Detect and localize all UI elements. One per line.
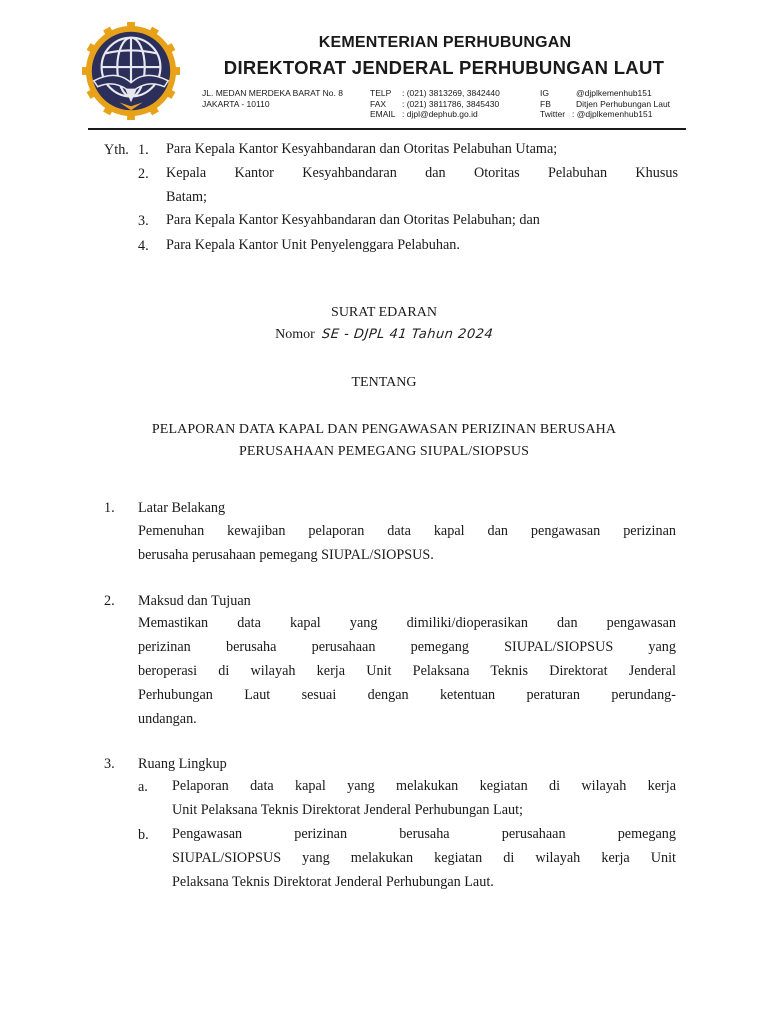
addressee-number: 3. [138, 213, 149, 229]
ig-label: IG [540, 88, 549, 98]
tentang-heading: TENTANG [351, 375, 417, 390]
section-number: 1. [104, 500, 115, 516]
addressee-number: 1. [138, 142, 149, 158]
office-address [202, 88, 343, 109]
twitter-value: : @djplkemenhub151 [572, 109, 653, 119]
contact-labels [370, 88, 396, 120]
section-title: Ruang Lingkup [138, 756, 227, 772]
body-line: Pelaksana Teknis Direktorat Jenderal Perhubungan Laut. [172, 874, 494, 890]
document-type: SURAT EDARAN [331, 305, 437, 320]
directorate-name: DIREKTORAT JENDERAL PERHUBUNGAN LAUT [223, 57, 665, 78]
document-number [0, 327, 768, 343]
twitter-label: Twitter [540, 109, 566, 119]
email-value: : djpl@dephub.go.id [402, 109, 478, 119]
ministry-emblem-icon [82, 22, 180, 120]
telp-label: TELP [370, 88, 392, 98]
address-line: JAKARTA - 10110 [202, 98, 270, 109]
body-line: berusaha perusahaan pemegang SIUPAL/SIOPSUS. [138, 547, 434, 563]
scope-letter: a. [138, 779, 148, 795]
addressee-text: Para Kepala Kantor Kesyahbandaran dan Otoritas Pelabuhan Utama; [166, 141, 558, 157]
ministry-name: KEMENTERIAN PERHUBUNGAN [318, 34, 572, 51]
email-label: EMAIL [370, 109, 396, 119]
body-line: Pengawasan perizinan berusaha perusahaan pemegang [172, 826, 676, 842]
contact-values [402, 88, 500, 120]
social-values [572, 88, 671, 120]
section-body [138, 611, 676, 731]
letterhead-divider [88, 128, 686, 130]
addressee-text: Para Kepala Kantor Unit Penyelenggara Pelabuhan. [166, 237, 460, 253]
addressee-text: Batam; [166, 189, 207, 205]
fb-label: FB [540, 98, 551, 109]
ig-value: @djplkemenhub151 [576, 88, 652, 98]
fax-label: FAX [370, 98, 387, 109]
body-line: Unit Pelaksana Teknis Direktorat Jenderal Perhubungan Laut; [172, 802, 523, 818]
addressee-text: Kepala Kantor Kesyahbandaran dan Otoritas Pelabuhan Khusus [166, 165, 678, 181]
addressee-number: 2. [138, 166, 149, 182]
fb-value: Ditjen Perhubungan Laut [576, 98, 671, 109]
body-line: beroperasi di wilayah kerja Unit Pelaksana Teknis Direktorat Jenderal [138, 663, 676, 679]
section-number: 2. [104, 593, 115, 609]
body-line: SIUPAL/SIOPSUS yang melakukan kegiatan di wilayah kerja Unit [172, 850, 676, 866]
scope-letter: b. [138, 827, 149, 843]
section-number: 3. [104, 756, 115, 772]
telp-value: : (021) 3813269, 3842440 [402, 88, 500, 98]
subject-line: PELAPORAN DATA KAPAL DAN PENGAWASAN PERIZINAN BERUSAHA [151, 422, 617, 437]
scope-text [172, 774, 676, 822]
scope-text [172, 822, 676, 894]
nomor-label: Nomor [275, 327, 315, 342]
section-title: Maksud dan Tujuan [138, 593, 251, 609]
section-body [138, 519, 676, 567]
body-line: Memastikan data kapal yang dimiliki/dioperasikan dan pengawasan [138, 615, 676, 631]
section-title: Latar Belakang [138, 500, 226, 516]
nomor-value: SE - DJPL 41 Tahun 2024 [320, 327, 494, 342]
body-line: perizinan berusaha perusahaan pemegang SIUPAL/SIOPSUS yang [138, 639, 676, 655]
body-line: Perhubungan Laut sesuai dengan ketentuan peraturan perundang- [138, 687, 676, 703]
body-line: undangan. [138, 711, 197, 727]
subject-line: PERUSAHAAN PEMEGANG SIUPAL/SIOPSUS [239, 444, 529, 459]
letterhead [0, 0, 768, 135]
fax-value: : (021) 3811786, 3845430 [402, 98, 500, 109]
body-line: Pemenuhan kewajiban pelaporan data kapal dan pengawasan perizinan [138, 523, 676, 539]
addressee-text: Para Kepala Kantor Kesyahbandaran dan Otoritas Pelabuhan; dan [166, 212, 540, 228]
addressee-label: Yth. [104, 142, 129, 158]
address-line: JL. MEDAN MERDEKA BARAT No. 8 [202, 88, 343, 98]
addressee-number: 4. [138, 238, 149, 254]
social-labels [540, 88, 565, 120]
body-line: Pelaporan data kapal yang melakukan kegiatan di wilayah kerja [172, 778, 676, 794]
